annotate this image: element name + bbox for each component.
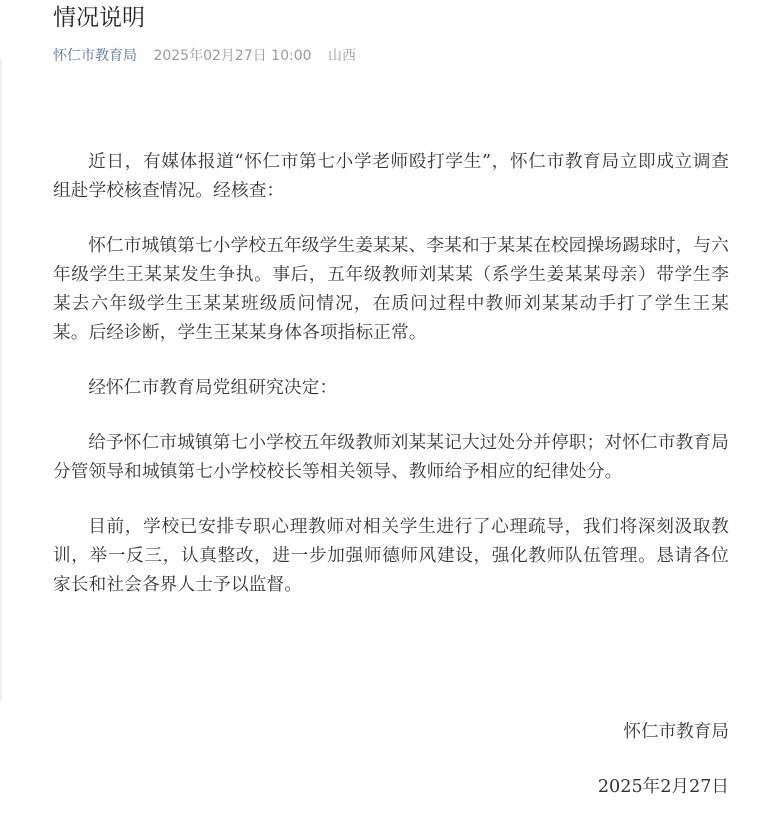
- publish-location: 山西: [327, 48, 356, 64]
- article-meta: [53, 46, 356, 66]
- signature-organization: 怀仁市教育局: [623, 722, 729, 742]
- source-account-link[interactable]: 怀仁市教育局: [53, 48, 137, 64]
- article-paragraph-2: 怀仁市城镇第七小学校五年级学生姜某某、李某和于某某在校园操场踢球时，与六年级学生王某某发生争执。事后，五年级教师刘某某（系学生姜某某母亲）带学生李某去六年级学生王某某班级质问情况，在质问过程中教师刘某某动手打了学生王某某。后经诊断，学生王某某身体各项指标正常。: [53, 236, 729, 343]
- publish-time: 2025年02月27日 10:00: [153, 48, 312, 64]
- article-paragraph-3: 经怀仁市教育局党组研究决定：: [88, 378, 338, 398]
- article-paragraph-4: 给予怀仁市城镇第七小学校五年级教师刘某某记大过处分并停职；对怀仁市教育局分管领导和城镇第七小学校校长等相关领导、教师给予相应的纪律处分。: [53, 433, 729, 482]
- article-title: 情况说明: [53, 5, 145, 31]
- page-left-edge: [0, 60, 3, 700]
- article-paragraph-5: 目前，学校已安排专职心理教师对相关学生进行了心理疏导，我们将深刻汲取教训，举一反三，认真整改，进一步加强师德师风建设，强化教师队伍管理。恳请各位家长和社会各界人士予以监督。: [53, 517, 729, 595]
- article-paragraph-1: 近日，有媒体报道“怀仁市第七小学老师殴打学生”，怀仁市教育局立即成立调查组赴学校核查情况。经核查：: [53, 152, 729, 201]
- signature-date: 2025年2月27日: [597, 777, 729, 797]
- article-body: [53, 148, 729, 626]
